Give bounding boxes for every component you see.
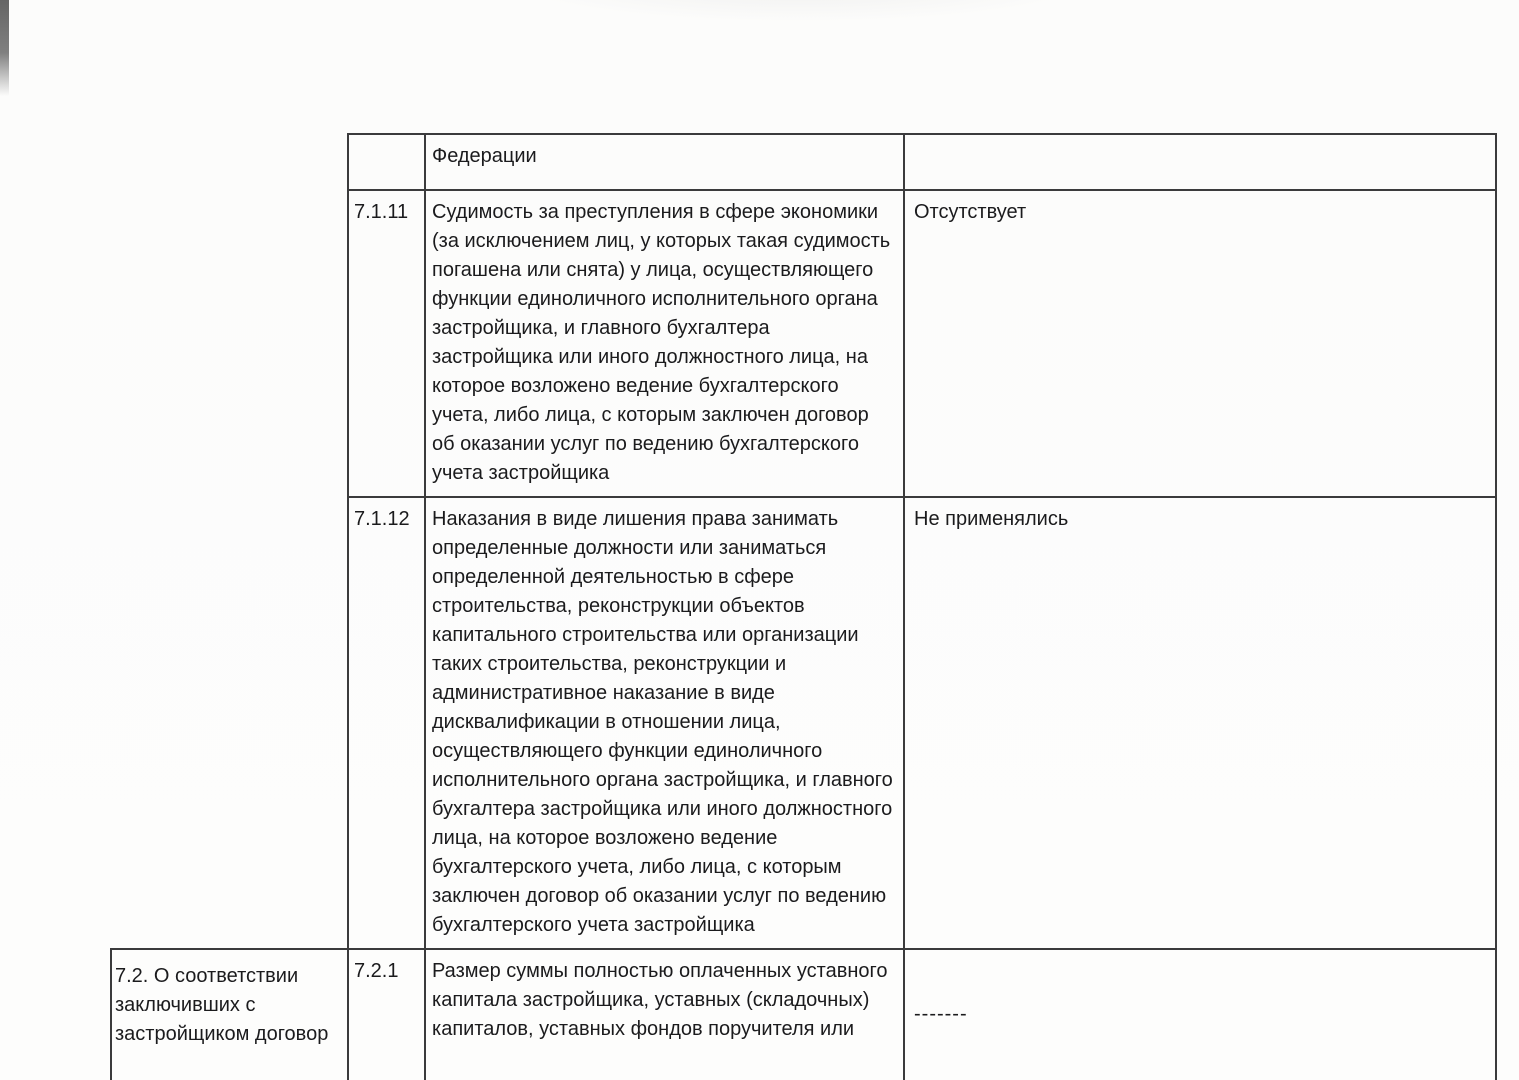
description-cell: Размер суммы полностью оплаченных уставного капитала застройщика, уставных (складочных) капиталов, уставных фондов поручителя или: [425, 949, 904, 1080]
value-cell: Не применялись: [904, 497, 1496, 949]
disclosure-table: [110, 133, 1497, 1080]
item-number-cell: 7.2.1: [348, 949, 425, 1080]
value-cell: [904, 134, 1496, 190]
section-cell: 7.2. О соответствии заключивших с застройщиком договор: [111, 949, 348, 1080]
value-cell: Отсутствует: [904, 190, 1496, 497]
section-cell: [111, 134, 348, 190]
description-cell: Судимость за преступления в сфере экономики (за исключением лиц, у которых такая судимость погашена или снята) у лица, осуществляющего функции единоличного исполнительного органа застройщика, и главного бухгалтера застройщика или иного должностного лица, на которое возложено ведение бухгалтерского учета, либо лица, с которым заключен договор об оказании услуг по ведению бухгалтерского учета застройщика: [425, 190, 904, 497]
item-number-cell: [348, 134, 425, 190]
description-cell: Наказания в виде лишения права занимать определенные должности или заниматься определенной деятельностью в сфере строительства, реконструкции объектов капитального строительства или организации таких строительства, реконструкции и административное наказание в виде дисквалификации в отношении лица, осуществляющего функции единоличного исполнительного органа застройщика, и главного бухгалтера застройщика или иного должностного лица, на которое возложено ведение бухгалтерского учета, либо лица, с которым заключен договор об оказании услуг по ведению бухгалтерского учета застройщика: [425, 497, 904, 949]
table-row: [111, 134, 1496, 190]
table-row: [111, 497, 1496, 949]
table-row: [111, 190, 1496, 497]
item-number-cell: 7.1.12: [348, 497, 425, 949]
scan-edge-artifact: [0, 0, 9, 96]
table-row: [111, 949, 1496, 1080]
section-cell: [111, 497, 348, 949]
item-number-cell: 7.1.11: [348, 190, 425, 497]
section-cell: [111, 190, 348, 497]
value-cell: -------: [904, 949, 1496, 1080]
description-cell: Федерации: [425, 134, 904, 190]
